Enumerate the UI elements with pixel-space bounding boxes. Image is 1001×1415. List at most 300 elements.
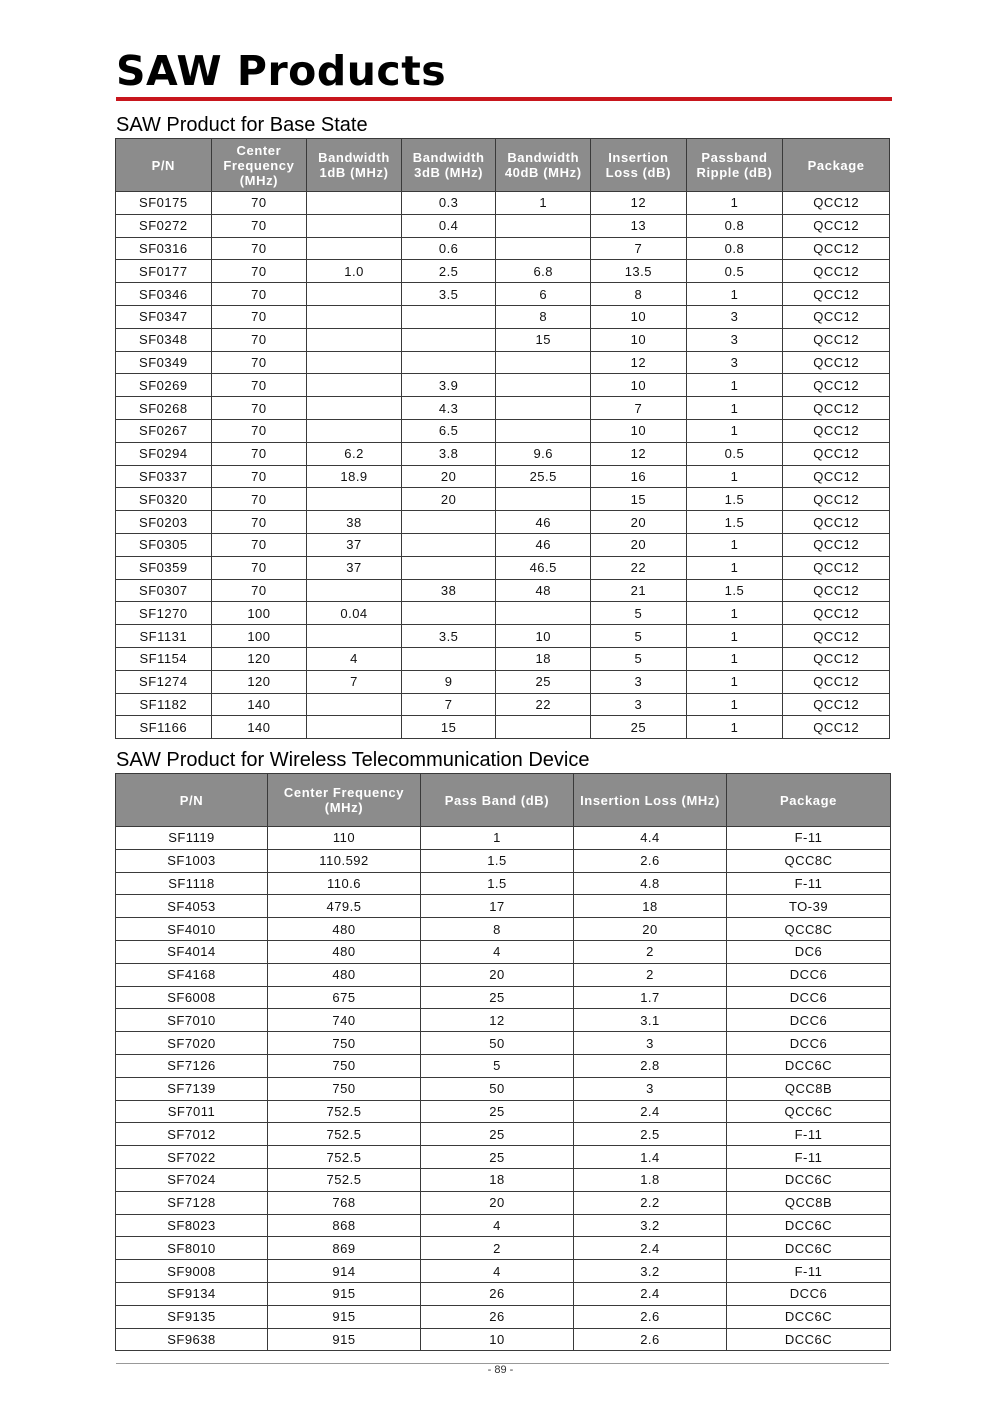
table-cell: 2.5 bbox=[574, 1123, 727, 1146]
table-cell bbox=[496, 374, 591, 397]
table-cell: 1 bbox=[686, 716, 783, 739]
table-cell: 1.5 bbox=[686, 488, 783, 511]
table-cell: 3 bbox=[574, 1032, 727, 1055]
table-cell bbox=[307, 716, 402, 739]
table-cell: SF1270 bbox=[116, 602, 212, 625]
table-cell: 18 bbox=[574, 895, 727, 918]
table-cell: 70 bbox=[211, 305, 307, 328]
col-header-package: Package bbox=[783, 139, 890, 192]
table-cell: 2.4 bbox=[574, 1282, 727, 1305]
table-cell: F-11 bbox=[727, 1123, 891, 1146]
table-row bbox=[116, 1214, 891, 1237]
table-row bbox=[116, 1191, 891, 1214]
table-cell: 110 bbox=[268, 827, 421, 850]
table-cell: 914 bbox=[268, 1260, 421, 1283]
table-cell: 1 bbox=[686, 374, 783, 397]
table-cell: 1.0 bbox=[307, 260, 402, 283]
table-cell: 1 bbox=[686, 419, 783, 442]
table-row bbox=[116, 1328, 891, 1351]
table-cell: 120 bbox=[211, 670, 307, 693]
table-cell: 70 bbox=[211, 192, 307, 215]
table-cell: QCC12 bbox=[783, 488, 890, 511]
table-cell: DCC6 bbox=[727, 1282, 891, 1305]
table-cell: 752.5 bbox=[268, 1168, 421, 1191]
table-cell: 5 bbox=[591, 625, 687, 648]
table-cell: 5 bbox=[591, 647, 687, 670]
table-cell: SF0269 bbox=[116, 374, 212, 397]
page-number: - 89 - bbox=[487, 1364, 514, 1376]
table-cell bbox=[496, 214, 591, 237]
table-cell: 10 bbox=[591, 419, 687, 442]
table-row bbox=[116, 533, 890, 556]
table-cell: 868 bbox=[268, 1214, 421, 1237]
table-cell: QCC12 bbox=[783, 442, 890, 465]
table-cell: F-11 bbox=[727, 872, 891, 895]
table-cell: SF7126 bbox=[116, 1054, 268, 1077]
table-cell: SF7139 bbox=[116, 1077, 268, 1100]
table-row bbox=[116, 1146, 891, 1169]
table-cell: 3 bbox=[686, 351, 783, 374]
table-cell: 4 bbox=[421, 940, 574, 963]
table-cell: QCC8B bbox=[727, 1191, 891, 1214]
table-cell: 3.1 bbox=[574, 1009, 727, 1032]
table-cell: 915 bbox=[268, 1328, 421, 1351]
table-cell: 70 bbox=[211, 579, 307, 602]
table-cell bbox=[307, 693, 402, 716]
table-row bbox=[116, 488, 890, 511]
table-row bbox=[116, 397, 890, 420]
col-header-package: Package bbox=[727, 774, 891, 827]
table-cell: 110.592 bbox=[268, 849, 421, 872]
table-cell: SF7011 bbox=[116, 1100, 268, 1123]
table-cell: 15 bbox=[591, 488, 687, 511]
table-cell: 5 bbox=[421, 1054, 574, 1077]
table-cell: DCC6C bbox=[727, 1214, 891, 1237]
table-row bbox=[116, 1054, 891, 1077]
table-cell: 4 bbox=[421, 1260, 574, 1283]
table-cell: 13 bbox=[591, 214, 687, 237]
table-cell: SF0320 bbox=[116, 488, 212, 511]
col-header-insertion-loss: Insertion Loss (dB) bbox=[591, 139, 687, 192]
table-cell: 10 bbox=[591, 328, 687, 351]
table-cell: 25 bbox=[421, 986, 574, 1009]
table-cell: SF1118 bbox=[116, 872, 268, 895]
table-cell: 46 bbox=[496, 533, 591, 556]
table-cell bbox=[496, 419, 591, 442]
table-cell: 869 bbox=[268, 1237, 421, 1260]
table-cell: SF4168 bbox=[116, 963, 268, 986]
table-cell: 70 bbox=[211, 328, 307, 351]
table-cell: 18 bbox=[421, 1168, 574, 1191]
table-cell: 12 bbox=[591, 351, 687, 374]
table-cell: 110.6 bbox=[268, 872, 421, 895]
table-cell: SF7022 bbox=[116, 1146, 268, 1169]
table-row bbox=[116, 328, 890, 351]
table-cell: 3 bbox=[686, 305, 783, 328]
table-body bbox=[116, 192, 890, 739]
table-row bbox=[116, 1260, 891, 1283]
table-cell: 2 bbox=[421, 1237, 574, 1260]
table-cell: DCC6 bbox=[727, 986, 891, 1009]
table-row bbox=[116, 940, 891, 963]
table-row bbox=[116, 918, 891, 941]
table-cell: QCC12 bbox=[783, 192, 890, 215]
table-cell: 4 bbox=[307, 647, 402, 670]
table-row bbox=[116, 351, 890, 374]
table-cell: 2.8 bbox=[574, 1054, 727, 1077]
table-cell: 6.8 bbox=[496, 260, 591, 283]
table-cell: 2.6 bbox=[574, 1328, 727, 1351]
table-cell: QCC12 bbox=[783, 670, 890, 693]
table-cell bbox=[307, 397, 402, 420]
table-cell: F-11 bbox=[727, 1146, 891, 1169]
table-body bbox=[116, 827, 891, 1351]
table-cell bbox=[307, 283, 402, 306]
table-cell: 70 bbox=[211, 237, 307, 260]
table-cell: 1 bbox=[686, 647, 783, 670]
table-cell: SF8023 bbox=[116, 1214, 268, 1237]
table-cell: SF7024 bbox=[116, 1168, 268, 1191]
table-cell: 4.8 bbox=[574, 872, 727, 895]
table-row bbox=[116, 602, 890, 625]
table-cell: 752.5 bbox=[268, 1146, 421, 1169]
table-row bbox=[116, 963, 891, 986]
col-header-pn: P/N bbox=[116, 774, 268, 827]
table-cell: 70 bbox=[211, 465, 307, 488]
table-row bbox=[116, 283, 890, 306]
table-cell: SF1166 bbox=[116, 716, 212, 739]
table-cell bbox=[496, 488, 591, 511]
table-cell: 70 bbox=[211, 214, 307, 237]
table-cell: 2.6 bbox=[574, 1305, 727, 1328]
table-row bbox=[116, 1100, 891, 1123]
table-row bbox=[116, 1237, 891, 1260]
table-cell: SF0316 bbox=[116, 237, 212, 260]
table-cell bbox=[307, 351, 402, 374]
table-cell bbox=[307, 419, 402, 442]
table-cell: QCC12 bbox=[783, 305, 890, 328]
table-cell: 15 bbox=[496, 328, 591, 351]
table-cell: 675 bbox=[268, 986, 421, 1009]
table-cell: 46 bbox=[496, 511, 591, 534]
table-cell: 1 bbox=[496, 192, 591, 215]
table-cell: 3.2 bbox=[574, 1260, 727, 1283]
table-cell: 15 bbox=[401, 716, 496, 739]
table-cell: 2.4 bbox=[574, 1237, 727, 1260]
table-cell: 1 bbox=[686, 533, 783, 556]
table-cell: 22 bbox=[496, 693, 591, 716]
table-cell: 10 bbox=[421, 1328, 574, 1351]
table-cell: QCC12 bbox=[783, 647, 890, 670]
table-cell: 6 bbox=[496, 283, 591, 306]
table-cell: SF1182 bbox=[116, 693, 212, 716]
table-cell: 70 bbox=[211, 260, 307, 283]
table-cell: 50 bbox=[421, 1077, 574, 1100]
table-cell: DCC6C bbox=[727, 1305, 891, 1328]
table-cell: 9.6 bbox=[496, 442, 591, 465]
table-cell: 1.4 bbox=[574, 1146, 727, 1169]
table-cell: 8 bbox=[421, 918, 574, 941]
base-state-products-table bbox=[115, 138, 890, 739]
table-cell: 20 bbox=[421, 1191, 574, 1214]
table-cell bbox=[401, 511, 496, 534]
table-cell: SF9638 bbox=[116, 1328, 268, 1351]
table-row bbox=[116, 260, 890, 283]
table-cell: 21 bbox=[591, 579, 687, 602]
table-row bbox=[116, 895, 891, 918]
table-cell: 480 bbox=[268, 940, 421, 963]
table-cell: 480 bbox=[268, 963, 421, 986]
table-cell: SF8010 bbox=[116, 1237, 268, 1260]
table-cell: QCC12 bbox=[783, 511, 890, 534]
table-cell: 25.5 bbox=[496, 465, 591, 488]
col-header-insertion-loss: Insertion Loss (MHz) bbox=[574, 774, 727, 827]
table-cell: 70 bbox=[211, 351, 307, 374]
table-cell: SF9134 bbox=[116, 1282, 268, 1305]
table-cell bbox=[307, 192, 402, 215]
section-title-base-state: SAW Product for Base State bbox=[116, 114, 368, 136]
table-cell: 3.8 bbox=[401, 442, 496, 465]
table-cell: 0.4 bbox=[401, 214, 496, 237]
table-cell: 1 bbox=[686, 465, 783, 488]
table-cell: 140 bbox=[211, 693, 307, 716]
table-cell: QCC12 bbox=[783, 465, 890, 488]
table-cell: 752.5 bbox=[268, 1100, 421, 1123]
table-cell: 17 bbox=[421, 895, 574, 918]
table-cell: SF6008 bbox=[116, 986, 268, 1009]
table-cell bbox=[307, 214, 402, 237]
table-cell bbox=[401, 351, 496, 374]
table-cell bbox=[307, 625, 402, 648]
table-cell bbox=[496, 351, 591, 374]
table-cell: 18.9 bbox=[307, 465, 402, 488]
table-cell: 0.3 bbox=[401, 192, 496, 215]
table-cell: 6.2 bbox=[307, 442, 402, 465]
table-cell: SF4053 bbox=[116, 895, 268, 918]
table-cell: SF7128 bbox=[116, 1191, 268, 1214]
table-cell: 2 bbox=[574, 963, 727, 986]
table-cell bbox=[401, 533, 496, 556]
table-cell: SF0305 bbox=[116, 533, 212, 556]
table-cell: QCC12 bbox=[783, 397, 890, 420]
table-cell: SF4010 bbox=[116, 918, 268, 941]
table-cell: 2.5 bbox=[401, 260, 496, 283]
table-cell: DCC6C bbox=[727, 1054, 891, 1077]
table-cell: 915 bbox=[268, 1282, 421, 1305]
table-cell: 38 bbox=[401, 579, 496, 602]
table-cell: SF0337 bbox=[116, 465, 212, 488]
table-row bbox=[116, 305, 890, 328]
table-row bbox=[116, 374, 890, 397]
table-cell: SF0267 bbox=[116, 419, 212, 442]
table-cell: QCC12 bbox=[783, 328, 890, 351]
table-cell: 37 bbox=[307, 533, 402, 556]
col-header-passband-ripple: Passband Ripple (dB) bbox=[686, 139, 783, 192]
table-cell: 3.2 bbox=[574, 1214, 727, 1237]
table-cell bbox=[307, 237, 402, 260]
table-row bbox=[116, 511, 890, 534]
col-header-bandwidth-1db: Bandwidth 1dB (MHz) bbox=[307, 139, 402, 192]
table-cell: 26 bbox=[421, 1305, 574, 1328]
table-row bbox=[116, 625, 890, 648]
table-cell: 2.4 bbox=[574, 1100, 727, 1123]
table-cell: 740 bbox=[268, 1009, 421, 1032]
table-cell: 7 bbox=[307, 670, 402, 693]
table-cell: 100 bbox=[211, 602, 307, 625]
table-row bbox=[116, 1032, 891, 1055]
table-cell: TO-39 bbox=[727, 895, 891, 918]
table-cell: 46.5 bbox=[496, 556, 591, 579]
table-cell bbox=[307, 488, 402, 511]
table-cell: 750 bbox=[268, 1077, 421, 1100]
table-row bbox=[116, 670, 890, 693]
table-cell: 0.5 bbox=[686, 260, 783, 283]
table-cell: 20 bbox=[574, 918, 727, 941]
title-underline bbox=[116, 97, 892, 101]
table-cell: 1 bbox=[686, 397, 783, 420]
table-cell: DC6 bbox=[727, 940, 891, 963]
table-cell: SF1131 bbox=[116, 625, 212, 648]
table-cell: 1.5 bbox=[421, 849, 574, 872]
table-cell bbox=[496, 602, 591, 625]
table-cell: SF0349 bbox=[116, 351, 212, 374]
table-cell: 3 bbox=[686, 328, 783, 351]
table-cell: SF0294 bbox=[116, 442, 212, 465]
table-cell: SF7020 bbox=[116, 1032, 268, 1055]
table-cell: DCC6C bbox=[727, 1168, 891, 1191]
table-cell: 12 bbox=[591, 442, 687, 465]
col-header-pn: P/N bbox=[116, 139, 212, 192]
table-cell: SF0175 bbox=[116, 192, 212, 215]
table-cell: SF0307 bbox=[116, 579, 212, 602]
table-cell: QCC8C bbox=[727, 849, 891, 872]
table-cell: QCC12 bbox=[783, 237, 890, 260]
table-cell: 0.8 bbox=[686, 214, 783, 237]
table-header-row bbox=[116, 139, 890, 192]
table-row bbox=[116, 849, 891, 872]
table-cell bbox=[496, 397, 591, 420]
table-cell: 750 bbox=[268, 1054, 421, 1077]
table-cell: 20 bbox=[591, 533, 687, 556]
table-row bbox=[116, 1123, 891, 1146]
table-cell: 1 bbox=[686, 670, 783, 693]
table-cell: 1 bbox=[686, 556, 783, 579]
section-title-wireless-telecom: SAW Product for Wireless Telecommunication Device bbox=[116, 749, 590, 771]
table-cell: 120 bbox=[211, 647, 307, 670]
table-cell: 3 bbox=[591, 670, 687, 693]
table-cell: QCC12 bbox=[783, 716, 890, 739]
table-cell: QCC6C bbox=[727, 1100, 891, 1123]
table-cell: 480 bbox=[268, 918, 421, 941]
table-cell: 70 bbox=[211, 533, 307, 556]
table-row bbox=[116, 647, 890, 670]
table-cell: QCC8B bbox=[727, 1077, 891, 1100]
table-cell bbox=[496, 237, 591, 260]
table-cell bbox=[401, 556, 496, 579]
table-cell: 6.5 bbox=[401, 419, 496, 442]
table-cell: 0.5 bbox=[686, 442, 783, 465]
table-cell: 0.04 bbox=[307, 602, 402, 625]
table-cell: 1.5 bbox=[421, 872, 574, 895]
table-row bbox=[116, 827, 891, 850]
table-cell: 22 bbox=[591, 556, 687, 579]
table-cell: DCC6C bbox=[727, 1328, 891, 1351]
table-cell: 12 bbox=[591, 192, 687, 215]
table-cell: QCC12 bbox=[783, 283, 890, 306]
table-cell: 0.8 bbox=[686, 237, 783, 260]
table-cell: QCC12 bbox=[783, 374, 890, 397]
table-cell: SF0347 bbox=[116, 305, 212, 328]
table-cell: SF0177 bbox=[116, 260, 212, 283]
table-cell: 7 bbox=[591, 397, 687, 420]
table-cell: 1 bbox=[686, 693, 783, 716]
table-cell: 8 bbox=[496, 305, 591, 328]
table-cell: 8 bbox=[591, 283, 687, 306]
table-cell: 13.5 bbox=[591, 260, 687, 283]
table-cell: 1 bbox=[686, 283, 783, 306]
table-cell: 70 bbox=[211, 397, 307, 420]
table-cell: SF1154 bbox=[116, 647, 212, 670]
table-cell: 20 bbox=[591, 511, 687, 534]
table-cell bbox=[401, 305, 496, 328]
table-cell: 20 bbox=[401, 488, 496, 511]
table-cell: 3 bbox=[591, 693, 687, 716]
table-cell bbox=[401, 647, 496, 670]
table-row bbox=[116, 716, 890, 739]
table-cell: 70 bbox=[211, 556, 307, 579]
table-cell: 768 bbox=[268, 1191, 421, 1214]
col-header-center-frequency: Center Frequency (MHz) bbox=[268, 774, 421, 827]
table-cell: 3.5 bbox=[401, 283, 496, 306]
table-cell: 479.5 bbox=[268, 895, 421, 918]
table-cell: DCC6 bbox=[727, 1032, 891, 1055]
table-cell: 38 bbox=[307, 511, 402, 534]
table-cell bbox=[307, 305, 402, 328]
table-cell: 7 bbox=[591, 237, 687, 260]
table-row bbox=[116, 556, 890, 579]
col-header-bandwidth-3db: Bandwidth 3dB (MHz) bbox=[401, 139, 496, 192]
table-cell: 18 bbox=[496, 647, 591, 670]
table-cell: 10 bbox=[496, 625, 591, 648]
table-cell: 70 bbox=[211, 419, 307, 442]
table-cell: 25 bbox=[496, 670, 591, 693]
table-row bbox=[116, 872, 891, 895]
table-cell: 20 bbox=[401, 465, 496, 488]
table-cell: 2.2 bbox=[574, 1191, 727, 1214]
table-cell: 1.8 bbox=[574, 1168, 727, 1191]
table-cell: 1.5 bbox=[686, 511, 783, 534]
page-title: SAW Products bbox=[116, 47, 447, 95]
table-row bbox=[116, 693, 890, 716]
table-cell: F-11 bbox=[727, 1260, 891, 1283]
table-cell: DCC6 bbox=[727, 963, 891, 986]
col-header-bandwidth-40db: Bandwidth 40dB (MHz) bbox=[496, 139, 591, 192]
col-header-pass-band: Pass Band (dB) bbox=[421, 774, 574, 827]
table-cell: SF0348 bbox=[116, 328, 212, 351]
table-cell: 70 bbox=[211, 511, 307, 534]
table-cell: 1 bbox=[421, 827, 574, 850]
table-cell: SF4014 bbox=[116, 940, 268, 963]
table-cell: 1.7 bbox=[574, 986, 727, 1009]
table-cell bbox=[307, 328, 402, 351]
table-cell: SF9008 bbox=[116, 1260, 268, 1283]
table-cell: 0.6 bbox=[401, 237, 496, 260]
table-cell bbox=[307, 579, 402, 602]
table-cell: 1 bbox=[686, 602, 783, 625]
table-cell: 50 bbox=[421, 1032, 574, 1055]
table-cell: 100 bbox=[211, 625, 307, 648]
table-cell: QCC8C bbox=[727, 918, 891, 941]
